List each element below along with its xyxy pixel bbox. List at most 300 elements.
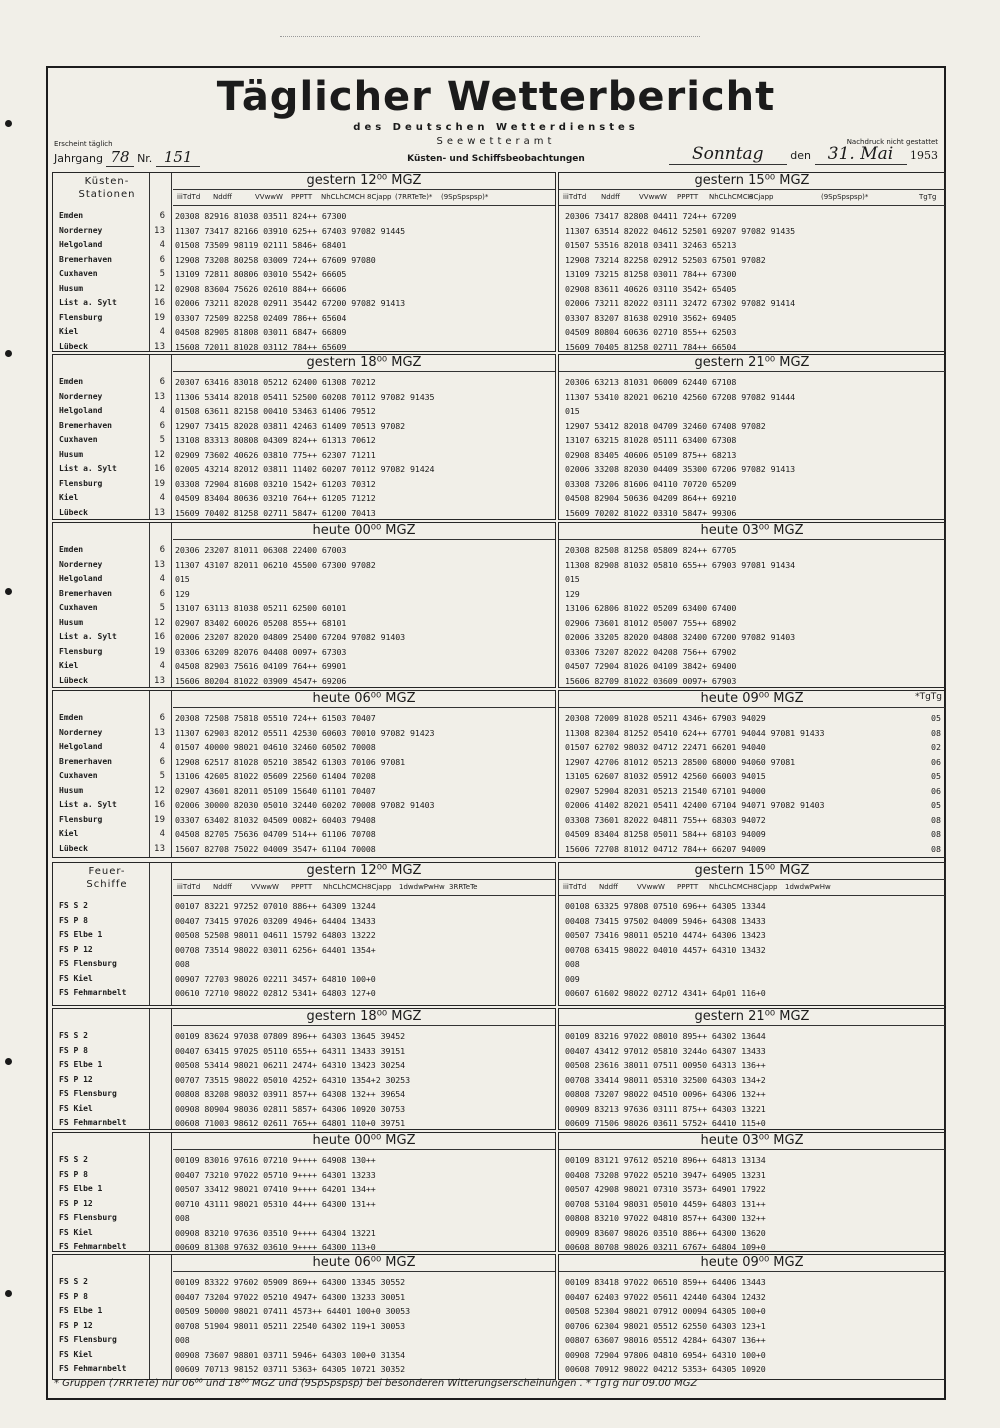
observation-groups: 02006 23207 82020 04809 25400 67204 97082 91403 [175, 632, 406, 642]
station-height: 4 [159, 327, 165, 337]
table-row [559, 972, 945, 987]
table-row [559, 1182, 945, 1197]
table-row [53, 224, 555, 239]
column-header-row [173, 880, 555, 896]
table-row [559, 1348, 945, 1363]
observation-groups: 02908 83604 75626 02610 884++ 66606 [175, 283, 347, 294]
observation-panel [558, 172, 946, 352]
table-row [559, 433, 945, 448]
panel-title: heute 00⁰⁰ MGZ [173, 523, 555, 540]
tgtg-value: 05 [931, 800, 941, 810]
column-header: NhCLhCMCH [709, 193, 753, 201]
table-row [53, 1333, 555, 1348]
station-column-label [59, 175, 155, 201]
station-height: 4 [159, 742, 165, 752]
observation-groups: 03308 73206 81606 04110 70720 65209 [565, 478, 737, 489]
observation-groups: 02906 73601 81012 05007 755++ 68902 [565, 617, 737, 628]
column-header: (9SpSpspsp)* [441, 193, 489, 201]
table-row [559, 1073, 945, 1088]
observation-groups: 13109 73215 81258 03011 784++ 67300 [565, 269, 737, 279]
observation-panel [558, 354, 946, 520]
table-row [559, 1290, 945, 1305]
station-name: Norderney [59, 225, 103, 235]
station-name: Bremerhaven [59, 588, 112, 598]
station-name: Lübeck [59, 507, 88, 517]
observation-panel [52, 1254, 556, 1380]
station-name: List a. Sylt [59, 298, 117, 307]
station-name: List a. Sylt [59, 632, 117, 641]
observation-groups: 00408 73415 97502 04009 5946+ 64308 13433 [565, 915, 766, 926]
table-row [53, 375, 555, 390]
observation-groups: 11307 43107 82011 06210 45500 67300 97082 [175, 559, 376, 570]
table-row [559, 1044, 945, 1059]
station-name: Husum [59, 785, 84, 795]
table-row [559, 267, 945, 282]
observation-groups: 12907 53412 82018 04709 32460 67408 97082 [565, 420, 766, 431]
observation-groups: 15606 80204 81022 03909 4547+ 69206 [175, 675, 347, 686]
table-row [559, 1116, 945, 1131]
table-row [53, 558, 555, 573]
station-height: 4 [159, 240, 165, 250]
observation-groups: 00608 70912 98022 04212 5353+ 64305 10920 [565, 1364, 766, 1374]
table-row [559, 311, 945, 326]
station-name: List a. Sylt [59, 464, 117, 473]
observation-groups: 04509 83404 80636 03210 764++ 61205 71212 [175, 493, 376, 503]
observation-groups: 00407 62403 97022 05611 42440 64304 12432 [565, 1291, 766, 1302]
tgtg-value: 06 [931, 785, 941, 796]
table-row [559, 404, 945, 419]
observation-groups: 00507 42908 98021 07310 3573+ 64901 17922 [565, 1184, 766, 1194]
ship-name: FS P 8 [59, 915, 88, 925]
data-rows [53, 543, 555, 688]
observation-panel [52, 522, 556, 688]
punch-hole [5, 588, 12, 595]
data-rows [53, 375, 555, 520]
observation-groups: 13107 63113 81038 05211 62500 60101 [175, 603, 347, 613]
table-row [559, 282, 945, 297]
observation-groups: 03306 73207 82022 04208 756++ 67902 [565, 646, 737, 657]
ship-name: FS Flensburg [59, 1213, 117, 1222]
table-row [53, 755, 555, 770]
observation-groups: 12908 73208 80258 03009 724++ 67609 97080 [175, 254, 376, 265]
year-value: 1953 [910, 149, 938, 162]
data-rows [559, 711, 945, 856]
observation-groups: 02909 73602 40626 03810 775++ 62307 71211 [175, 449, 376, 460]
observation-groups: 20306 23207 81011 06308 22400 67003 [175, 545, 347, 555]
ship-name: FS S 2 [59, 1155, 88, 1164]
table-row [53, 404, 555, 419]
station-height: 4 [159, 406, 165, 416]
column-header: iiiTdTd [177, 193, 201, 201]
observation-panel [52, 1132, 556, 1252]
station-height: 13 [154, 675, 165, 686]
observation-groups: 00610 72710 98022 02812 5341+ 64803 127+0 [175, 988, 376, 998]
station-name: Kiel [59, 829, 79, 838]
table-row [53, 448, 555, 463]
table-row [53, 601, 555, 616]
observation-groups: 00908 83210 97636 03510 9++++ 64304 13221 [175, 1227, 376, 1238]
table-row [53, 899, 555, 914]
column-header: 8Cjapp [753, 883, 778, 891]
data-rows [559, 209, 945, 354]
column-header: NhCLhCMCH [321, 193, 365, 201]
observation-groups: 20306 63213 81031 06009 62440 67108 [565, 377, 737, 387]
observation-groups: 00407 43412 97012 05810 3244o 64307 13433 [565, 1045, 766, 1056]
date-line [669, 144, 938, 165]
table-row [53, 928, 555, 943]
column-header: 3RRTeTe [449, 883, 478, 891]
station-name: Kiel [59, 327, 79, 336]
jahrgang-label: Jahrgang [54, 152, 103, 165]
observation-panel [558, 1254, 946, 1380]
observation-groups: 008 [175, 959, 190, 969]
station-column-label [59, 865, 155, 891]
tgtg-value: 06 [931, 756, 941, 767]
table-row [559, 1333, 945, 1348]
station-name: Lübeck [59, 843, 88, 853]
table-row [53, 587, 555, 602]
tg-header: *TgTg [915, 692, 942, 702]
table-row [559, 711, 945, 726]
table-row [559, 986, 945, 1001]
observation-groups: 03306 63209 82076 04408 0097+ 67303 [175, 646, 347, 657]
table-row [53, 1304, 555, 1319]
table-row [559, 740, 945, 755]
ship-name: FS Fehmarnbelt [59, 988, 127, 997]
table-row [53, 1102, 555, 1117]
observation-groups: 01508 73509 98119 02111 5846+ 68401 [175, 240, 347, 250]
observation-groups: 00708 53104 98031 05010 4459+ 64803 131++ [565, 1198, 766, 1209]
observation-groups: 00907 72703 98026 02211 3457+ 64810 100+0 [175, 973, 376, 984]
observation-groups: 02907 52904 82031 05213 21540 67101 94000 [565, 785, 766, 796]
observation-groups: 00609 81308 97632 03610 9++++ 64300 113+0 [175, 1242, 376, 1252]
observation-groups: 11308 82908 81032 05810 655++ 67903 97081 91434 [565, 559, 796, 570]
station-height: 13 [154, 727, 165, 738]
table-row [53, 1362, 555, 1377]
table-row [559, 769, 945, 784]
column-header: VVwwW [637, 883, 665, 891]
observation-groups: 00808 73207 98022 04510 0096+ 64306 132++ [565, 1089, 766, 1099]
observation-groups: 13106 42605 81022 05609 22560 61404 70208 [175, 771, 376, 781]
station-height: 13 [154, 507, 165, 518]
observation-groups: 00407 73210 97022 05710 9++++ 64301 13233 [175, 1169, 376, 1180]
station-height: 6 [159, 545, 165, 555]
observation-groups: 11307 63514 82022 04612 52501 69207 97082 91435 [565, 225, 796, 236]
column-header: TgTg [919, 193, 937, 201]
station-name: Helgoland [59, 574, 103, 583]
ship-name: FS S 2 [59, 1031, 88, 1040]
ship-name: FS Flensburg [59, 1089, 117, 1098]
observation-groups: 13108 83313 80808 04309 824++ 61313 70612 [175, 435, 376, 445]
station-name: Flensburg [59, 312, 103, 322]
station-height: 13 [154, 341, 165, 352]
observation-groups: 15606 82709 81022 03609 0097+ 67903 [565, 675, 737, 686]
table-row [53, 253, 555, 268]
observation-panel [558, 522, 946, 688]
table-row [53, 209, 555, 224]
station-height: 16 [154, 632, 165, 642]
station-name: Bremerhaven [59, 420, 112, 430]
ship-name: FS Flensburg [59, 959, 117, 968]
ship-name: FS P 8 [59, 1169, 88, 1179]
table-row [53, 1029, 555, 1044]
table-row [559, 827, 945, 842]
panel-title: gestern 15⁰⁰ MGZ [559, 863, 945, 880]
ship-name: FS Fehmarnbelt [59, 1242, 127, 1251]
tgtg-value: 08 [931, 727, 941, 738]
ship-name: FS P 8 [59, 1045, 88, 1055]
observation-panel [52, 862, 556, 1006]
observation-groups: 00908 72904 97806 04810 6954+ 64310 100+0 [565, 1349, 766, 1360]
station-name: Cuxhaven [59, 771, 98, 780]
observation-groups: 02006 41402 82021 05411 42400 67104 94071 97082 91403 [565, 800, 825, 810]
observation-groups: 02907 43601 82011 05109 15640 61101 70407 [175, 785, 376, 796]
observation-groups: 00808 83210 97022 04810 857++ 64300 132++ [565, 1213, 766, 1223]
observation-groups: 00807 63607 98016 05512 4284+ 64307 136++ [565, 1335, 766, 1345]
table-row [53, 616, 555, 631]
observation-groups: 03307 72509 82258 02409 786++ 65604 [175, 312, 347, 323]
observation-groups: 00407 73415 97026 03209 4946+ 64404 13433 [175, 915, 376, 926]
observation-groups: 02908 83405 40606 05109 875++ 68213 [565, 449, 737, 460]
table-row [559, 462, 945, 477]
observation-groups: 04508 82904 50636 04209 864++ 69210 [565, 493, 737, 503]
table-row [559, 928, 945, 943]
data-rows [53, 1275, 555, 1377]
table-row [53, 543, 555, 558]
table-row [559, 813, 945, 828]
column-header: PPPTT [291, 193, 313, 201]
observation-groups: 02908 83611 40626 03110 3542+ 65405 [565, 283, 737, 294]
table-row [53, 674, 555, 689]
station-name: Bremerhaven [59, 254, 112, 264]
observation-panel [52, 354, 556, 520]
ship-name: FS P 12 [59, 1320, 93, 1330]
panel-title: heute 06⁰⁰ MGZ [173, 1255, 555, 1272]
station-height: 4 [159, 493, 165, 503]
table-row [559, 798, 945, 813]
observation-groups: 03307 83207 81638 02910 3562+ 69405 [565, 312, 737, 323]
observation-groups: 02907 83402 60026 05208 855++ 68101 [175, 617, 347, 628]
observation-groups: 015 [565, 574, 580, 584]
observation-groups: 00708 33414 98011 05310 32500 64303 134+2 [565, 1074, 766, 1085]
table-row [559, 448, 945, 463]
station-name: Lübeck [59, 341, 88, 351]
table-row [559, 659, 945, 674]
station-label-line1: Küsten- [84, 176, 130, 187]
table-row [53, 986, 555, 1001]
observation-groups: 00908 73607 98801 03711 5946+ 64303 100+0 31354 [175, 1349, 406, 1360]
station-name: Norderney [59, 559, 103, 569]
station-height: 4 [159, 574, 165, 584]
table-row [53, 726, 555, 741]
observation-groups: 015 [175, 574, 190, 584]
station-height: 13 [154, 225, 165, 236]
table-row [53, 1319, 555, 1334]
table-row [53, 506, 555, 521]
table-row [559, 477, 945, 492]
observation-groups: 04509 80804 60636 02710 855++ 62503 [565, 327, 737, 337]
station-name: Norderney [59, 727, 103, 737]
data-rows [559, 543, 945, 688]
observation-groups: 04508 82905 81808 03011 6847+ 66809 [175, 327, 347, 337]
table-row [53, 1348, 555, 1363]
table-row [559, 419, 945, 434]
station-height: 6 [159, 588, 165, 599]
observation-groups: 00608 71003 98612 02611 765++ 64801 110+0 39751 [175, 1118, 406, 1128]
observation-groups: 00109 83418 97022 06510 859++ 64406 13443 [565, 1277, 766, 1287]
table-row [559, 1168, 945, 1183]
table-row [53, 1290, 555, 1305]
table-row [559, 601, 945, 616]
column-header: PPPTT [291, 883, 313, 891]
station-label-line2: Stationen [78, 189, 136, 200]
table-row [53, 798, 555, 813]
observation-groups: 00508 53414 98021 06211 2474+ 64310 13423 30254 [175, 1060, 406, 1070]
observation-groups: 00507 73416 98011 05210 4474+ 64306 13423 [565, 930, 766, 940]
table-row [559, 755, 945, 770]
table-row [559, 253, 945, 268]
data-rows [53, 209, 555, 354]
table-row [53, 1275, 555, 1290]
table-row [53, 630, 555, 645]
observation-groups: 00407 63415 97025 05110 655++ 64311 13433 39151 [175, 1045, 406, 1056]
station-name: Bremerhaven [59, 756, 112, 766]
table-row [559, 224, 945, 239]
observation-groups: 00710 43111 98021 05310 44+++ 64300 131++ [175, 1198, 376, 1209]
observation-panel [558, 1008, 946, 1130]
table-row [53, 491, 555, 506]
observation-panel [558, 690, 946, 858]
station-height: 19 [154, 646, 165, 657]
table-row [559, 1275, 945, 1290]
tgtg-value: 05 [931, 713, 941, 723]
column-header: NhCLhCMCH [323, 883, 367, 891]
table-row [53, 238, 555, 253]
table-row [559, 674, 945, 689]
table-row [559, 558, 945, 573]
ship-name: FS Elbe 1 [59, 930, 103, 939]
station-name: Norderney [59, 391, 103, 401]
data-rows [53, 1029, 555, 1131]
observation-groups: 11308 82304 81252 05410 624++ 67701 94044 97081 91433 [565, 727, 825, 738]
ship-name: FS Elbe 1 [59, 1184, 103, 1193]
ship-name: FS P 12 [59, 1198, 93, 1208]
station-height: 16 [154, 464, 165, 474]
observation-groups: 15609 70405 81258 02711 784++ 66504 [565, 341, 737, 352]
station-label-line2: Schiffe [86, 879, 128, 890]
table-row [53, 340, 555, 355]
observation-groups: 02006 30000 82030 05010 32440 60202 70008 97082 91403 [175, 800, 435, 810]
station-name: Husum [59, 449, 84, 459]
column-header: VVwwW [639, 193, 667, 201]
table-row [53, 827, 555, 842]
station-height: 16 [154, 298, 165, 308]
table-row [53, 1197, 555, 1212]
table-row [559, 1087, 945, 1102]
tgtg-value: 02 [931, 742, 941, 752]
observation-panel [558, 862, 946, 1006]
station-name: Lübeck [59, 675, 88, 685]
table-row [559, 1362, 945, 1377]
table-row [53, 914, 555, 929]
station-height: 6 [159, 756, 165, 767]
observation-panel [558, 1132, 946, 1252]
observation-groups: 02006 33205 82020 04808 32400 67200 97082 91403 [565, 632, 796, 642]
station-name: Helgoland [59, 406, 103, 415]
table-row [559, 543, 945, 558]
column-header: VVwwW [251, 883, 279, 891]
observation-groups: 13109 72811 80806 03010 5542+ 66605 [175, 269, 347, 279]
observation-groups: 00706 62304 98021 05512 62550 64303 123+1 [565, 1320, 766, 1331]
table-row [559, 572, 945, 587]
column-header: (9SpSpspsp)* [821, 193, 869, 201]
column-header: Nddff [599, 883, 618, 891]
ship-name: FS P 12 [59, 944, 93, 954]
station-name: Kiel [59, 661, 79, 670]
observation-groups: 12908 62517 81028 05210 38542 61303 70106 97081 [175, 756, 406, 767]
observation-groups: 02006 73211 82022 03111 32472 67302 97082 91414 [565, 298, 796, 308]
observation-groups: 03307 63402 81032 04509 0082+ 60403 79408 [175, 814, 376, 825]
station-height: 19 [154, 814, 165, 825]
column-header: Nddff [213, 883, 232, 891]
observation-groups: 03308 73601 82022 04811 755++ 68303 94072 [565, 814, 766, 825]
column-header: iiiTdTd [563, 193, 587, 201]
data-rows [559, 899, 945, 1001]
column-header: PPPTT [677, 193, 699, 201]
station-height: 4 [159, 661, 165, 671]
observation-groups: 20308 72009 81028 05211 4346+ 67903 94029 [565, 713, 766, 723]
observation-groups: 11307 62903 82012 05511 42530 60603 70010 97082 91423 [175, 727, 435, 738]
station-name: Flensburg [59, 646, 103, 656]
panel-title: heute 03⁰⁰ MGZ [559, 1133, 945, 1150]
date-value: 31. Mai [815, 144, 907, 165]
table-row [559, 943, 945, 958]
observation-panel [52, 172, 556, 352]
table-row [53, 267, 555, 282]
table-row [53, 1240, 555, 1255]
table-row [559, 957, 945, 972]
panel-title: gestern 21⁰⁰ MGZ [559, 355, 945, 372]
station-height: 5 [159, 435, 165, 445]
station-height: 19 [154, 478, 165, 489]
observation-groups: 13106 62806 81022 05209 63400 67400 [565, 603, 737, 613]
observation-groups: 008 [175, 1213, 190, 1223]
table-row [559, 506, 945, 521]
column-header: (7RRTeTe)* [395, 193, 433, 201]
observation-groups: 11307 73417 82166 03910 625++ 67403 97082 91445 [175, 225, 406, 236]
punch-hole [5, 350, 12, 357]
panel-title: heute 06⁰⁰ MGZ [173, 691, 555, 708]
observation-groups: 20308 72508 75818 05510 724++ 61503 70407 [175, 713, 376, 723]
ship-name: FS Kiel [59, 1103, 93, 1113]
panel-title: gestern 18⁰⁰ MGZ [173, 355, 555, 372]
column-header: 8Cjapp [367, 883, 392, 891]
observation-groups: 00707 73515 98022 05010 4252+ 64310 1354+2 30253 [175, 1074, 410, 1085]
ship-name: FS S 2 [59, 901, 88, 910]
table-row [53, 477, 555, 492]
observation-groups: 04508 82705 75636 04709 514++ 61106 70708 [175, 829, 376, 839]
table-row [559, 630, 945, 645]
station-name: Emden [59, 377, 84, 386]
observation-groups: 20307 63416 83018 05212 62400 61308 70212 [175, 377, 376, 387]
station-height: 13 [154, 391, 165, 402]
tgtg-value: 08 [931, 843, 941, 854]
tgtg-value: 08 [931, 829, 941, 839]
station-name: Emden [59, 211, 84, 220]
column-header: VVwwW [255, 193, 283, 201]
den-label: den [790, 149, 811, 162]
table-row [53, 1087, 555, 1102]
